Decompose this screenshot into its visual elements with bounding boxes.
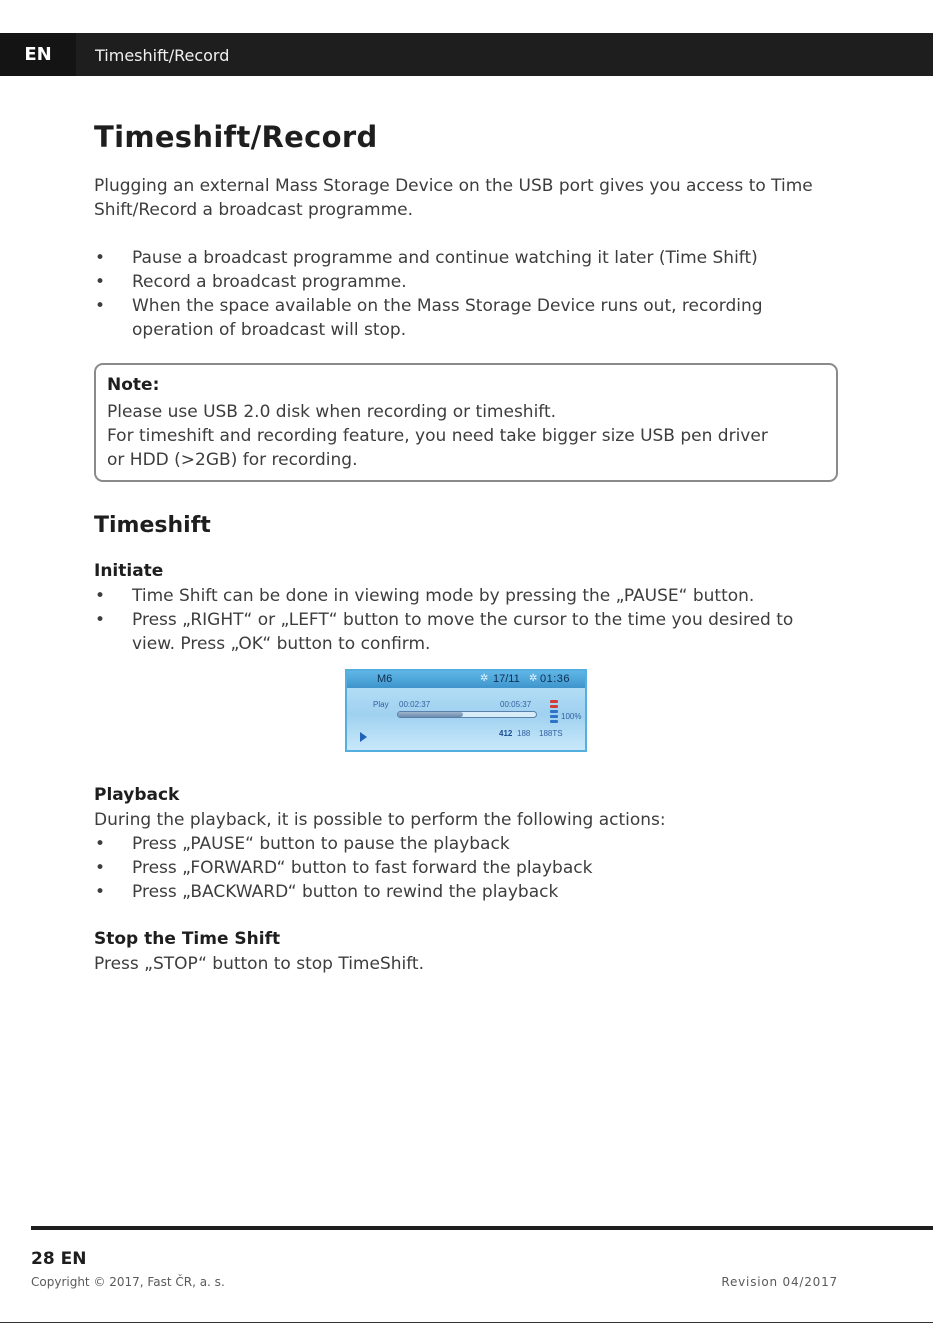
osd-mode-label: Play <box>373 700 389 709</box>
playback-intro: During the playback, it is possible to perform the following actions: <box>94 810 666 830</box>
osd-progress-track <box>397 711 537 718</box>
osd-level-segment <box>550 710 558 713</box>
osd-current-time: 00:02:37 <box>399 700 431 709</box>
note-line: Please use USB 2.0 disk when recording or timeshift. <box>107 402 557 422</box>
page-number: 28 EN <box>31 1249 87 1269</box>
play-icon <box>360 732 367 742</box>
osd-progress-fill <box>398 712 463 717</box>
osd-level-meter <box>550 700 558 728</box>
list-item: • When the space available on the Mass Storage Device runs out, recording operation of broadcast will stop. <box>95 296 763 340</box>
list-item: • Record a broadcast programme. <box>95 272 407 292</box>
osd-total-time: 00:05:37 <box>500 700 532 709</box>
osd-time: 01:36 <box>540 673 571 685</box>
stop-paragraph: Press „STOP“ button to stop TimeShift. <box>94 954 424 974</box>
osd-level-segment <box>550 700 558 703</box>
list-item: • Press „FORWARD“ button to fast forward the playback <box>95 858 593 878</box>
calendar-icon: ✲ <box>480 673 489 684</box>
header-title: Timeshift/Record <box>95 46 230 65</box>
intro-paragraph: Plugging an external Mass Storage Device on the USB port gives you access to Time Shift/Record a broadcast programme. <box>94 176 813 220</box>
clock-icon: ✲ <box>529 673 538 684</box>
list-item: • Time Shift can be done in viewing mode by pressing the „PAUSE“ button. <box>95 586 755 606</box>
language-tab: EN <box>0 33 76 76</box>
list-item: • Press „RIGHT“ or „LEFT“ button to move the cursor to the time you desired to view. Press „OK“ button to confirm. <box>95 610 794 654</box>
copyright-text: Copyright © 2017, Fast ČR, a. s. <box>31 1275 225 1289</box>
note-title: Note: <box>107 375 160 395</box>
list-item: • Press „BACKWARD“ button to rewind the playback <box>95 882 559 902</box>
note-line: For timeshift and recording feature, you need take bigger size USB pen driver <box>107 426 768 446</box>
timeshift-osd-screenshot <box>345 669 587 752</box>
note-line: or HDD (>2GB) for recording. <box>107 450 358 470</box>
revision-text: Revision 04/2017 <box>721 1275 838 1289</box>
osd-channel-name: M6 <box>377 673 393 685</box>
initiate-bullet-list <box>94 584 814 656</box>
list-item: • Pause a broadcast programme and continue watching it later (Time Shift) <box>95 248 758 268</box>
section-heading-timeshift: Timeshift <box>94 513 211 538</box>
subheading-initiate: Initiate <box>94 561 164 581</box>
playback-bullet-list <box>94 832 814 904</box>
osd-level-segment <box>550 720 558 723</box>
bottom-divider <box>0 1322 933 1323</box>
subheading-playback: Playback <box>94 785 180 805</box>
page-title: Timeshift/Record <box>94 120 378 154</box>
osd-level-percent: 100% <box>561 712 582 721</box>
osd-value-3: 188TS <box>539 729 563 738</box>
intro-bullet-list <box>94 246 814 342</box>
osd-level-segment <box>550 705 558 708</box>
footer-divider <box>31 1226 933 1230</box>
subheading-stop: Stop the Time Shift <box>94 929 281 949</box>
osd-value-1: 412 <box>499 729 513 738</box>
list-item: • Press „PAUSE“ button to pause the playback <box>95 834 510 854</box>
osd-value-2: 188 <box>517 729 531 738</box>
osd-level-segment <box>550 715 558 718</box>
note-box <box>94 363 838 482</box>
osd-date: 17/11 <box>493 673 520 685</box>
